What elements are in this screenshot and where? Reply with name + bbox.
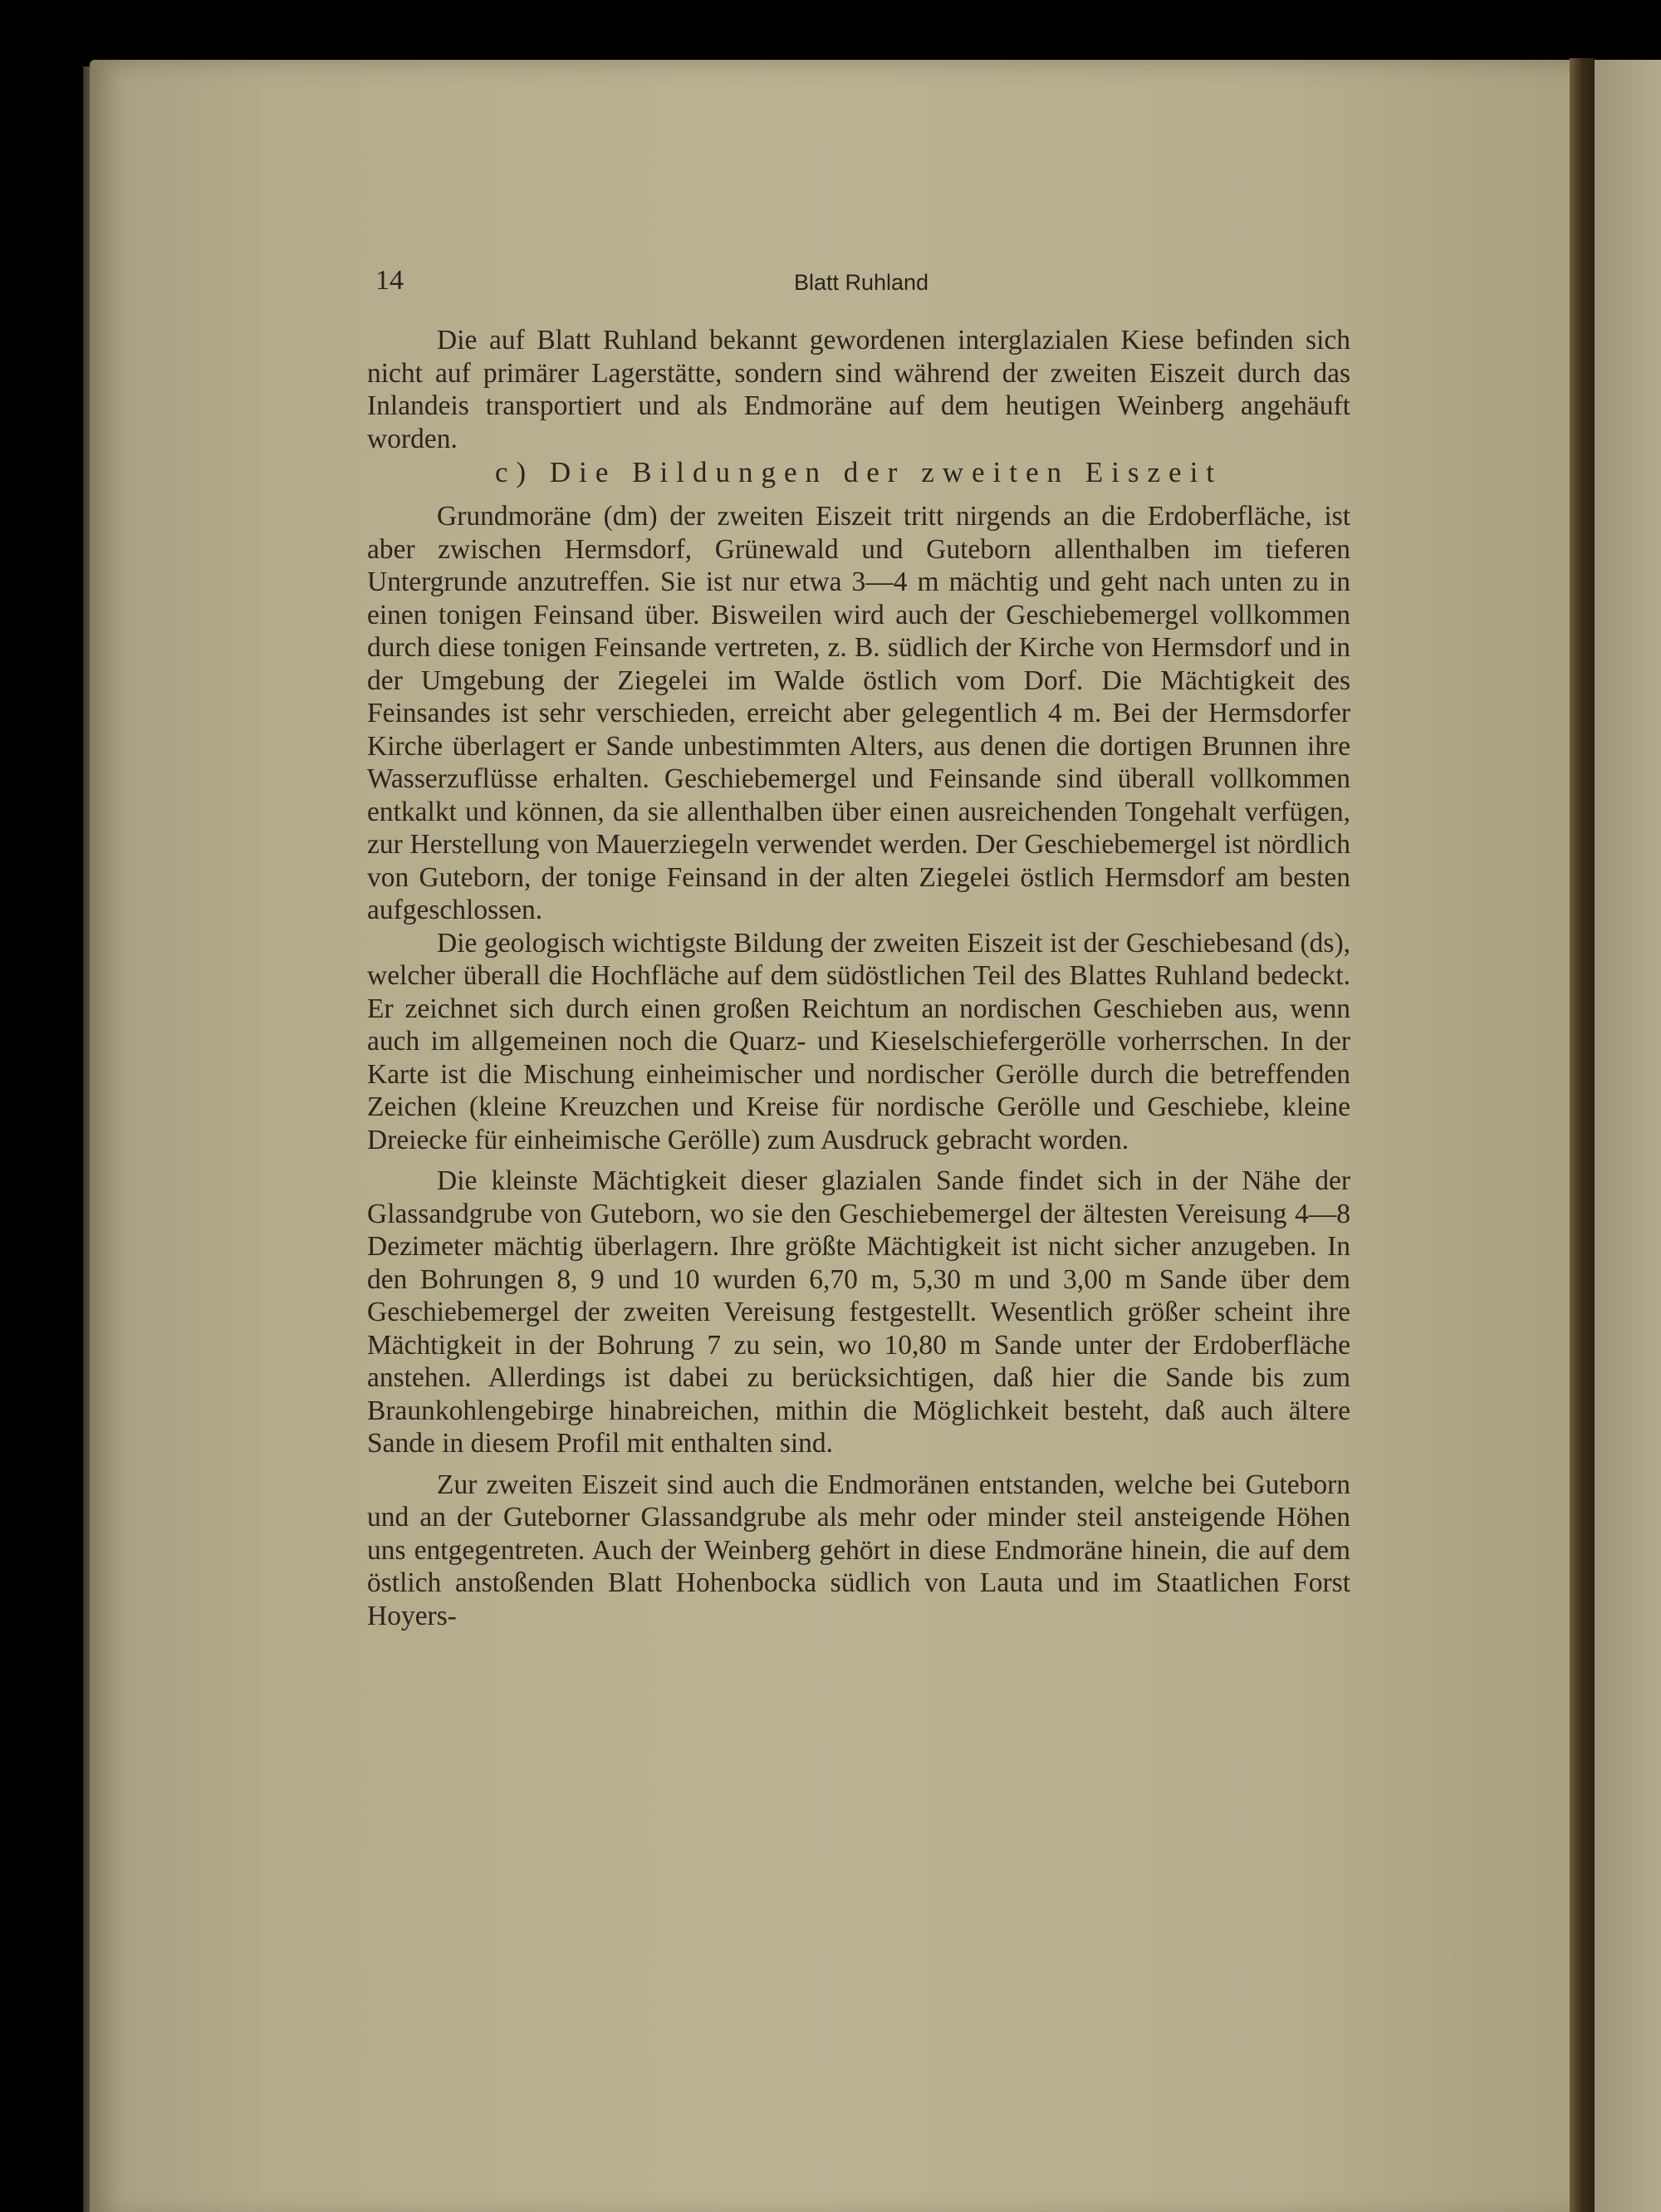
paragraph: Die auf Blatt Ruhland bekannt gewordenen interglazialen Kiese befinden sich nicht auf primärer Lagerstätte, sondern sind während der zweiten Eiszeit durch das Inlandeis transportiert und als Endmoräne auf dem heutigen Weinberg angehäuft worden. [367,325,1350,454]
page-number: 14 [375,265,404,296]
book-gutter [1570,58,1595,2212]
paragraph: Zur zweiten Eiszeit sind auch die Endmoränen entstanden, welche bei Guteborn und an der Guteborner Glassandgrube als mehr oder minder steil ansteigende Höhen uns entgegentreten. Auch der Weinberg gehört in diese Endmoräne hinein, die auf dem östlich anstoßenden Blatt Hohenbocka südlich von Lauta und im Staatlichen Forst Hoyers- [367,1469,1350,1631]
adjacent-page-edge [1595,60,1661,2212]
paragraph: Grundmoräne (dm) der zweiten Eiszeit tritt nirgends an die Erdoberfläche, ist aber zwischen Hermsdorf, Grünewald und Guteborn allenthalben im tieferen Untergrunde anzutreffen. Sie ist nur etwa 3—4 m mächtig und geht nach unten zu in einen tonigen Feinsand über. Bisweilen wird auch der Geschiebemergel vollkommen durch diese tonigen Feinsande vertreten, z. B. südlich der Kirche von Hermsdorf und in der Umgebung der Ziegelei im Walde östlich vom Dorf. Die Mächtigkeit des Feinsandes ist sehr verschieden, erreicht aber gelegentlich 4 m. Bei der Hermsdorfer Kirche überlagert er Sande unbestimmten Alters, aus denen die dortigen Brunnen ihre Wasserzuflüsse erhalten. Geschiebemergel und Feinsande sind überall vollkommen entkalkt und können, da sie allenthalben über einen ausreichenden Tongehalt verfügen, zur Herstellung von Mauerziegeln verwendet werden. Der Geschiebemergel ist nördlich von Guteborn, der tonige Feinsand in der alten Ziegelei östlich Hermsdorf am besten aufgeschlossen. [367,501,1350,925]
running-head: Blatt Ruhland [793,270,929,295]
section-heading: c) Die Bildungen der zweiten Eiszeit [494,456,1223,488]
paragraph: Die kleinste Mächtigkeit dieser glazialen Sande findet sich in der Nähe der Glassandgrube von Guteborn, wo sie den Geschiebemergel der ältesten Vereisung 4—8 Dezimeter mächtig überlagern. Ihre größte Mächtigkeit ist nicht sicher anzugeben. In den Bohrungen 8, 9 und 10 wurden 6,70 m, 5,30 m und 3,00 m Sande über dem Geschiebemergel der zweiten Vereisung festgestellt. Wesentlich größer scheint ihre Mächtigkeit in der Bohrung 7 zu sein, wo 10,80 m Sande unter der Erdoberfläche anstehen. Allerdings ist dabei zu berücksichtigen, daß hier die Sande bis zum Braunkohlengebirge hinabreichen, mithin die Möglichkeit besteht, daß auch ältere Sande in diesem Profil mit enthalten sind. [367,1165,1350,1459]
page-header [375,264,1347,301]
paragraph: Die geologisch wichtigste Bildung der zweiten Eiszeit ist der Geschiebesand (ds), welcher überall die Hochfläche auf dem südöstlichen Teil des Blattes Ruhland bedeckt. Er zeichnet sich durch einen großen Reichtum an nordischen Geschieben aus, wenn auch im allgemeinen noch die Quarz- und Kieselschiefergerölle vorherrschen. In der Karte ist die Mischung einheimischer und nordischer Gerölle durch die betreffenden Zeichen (kleine Kreuzchen und Kreise für nordische Gerölle und Geschiebe, kleine Dreiecke für einheimische Gerölle) zum Ausdruck gebracht worden. [367,927,1350,1155]
body-text [367,324,1350,1632]
